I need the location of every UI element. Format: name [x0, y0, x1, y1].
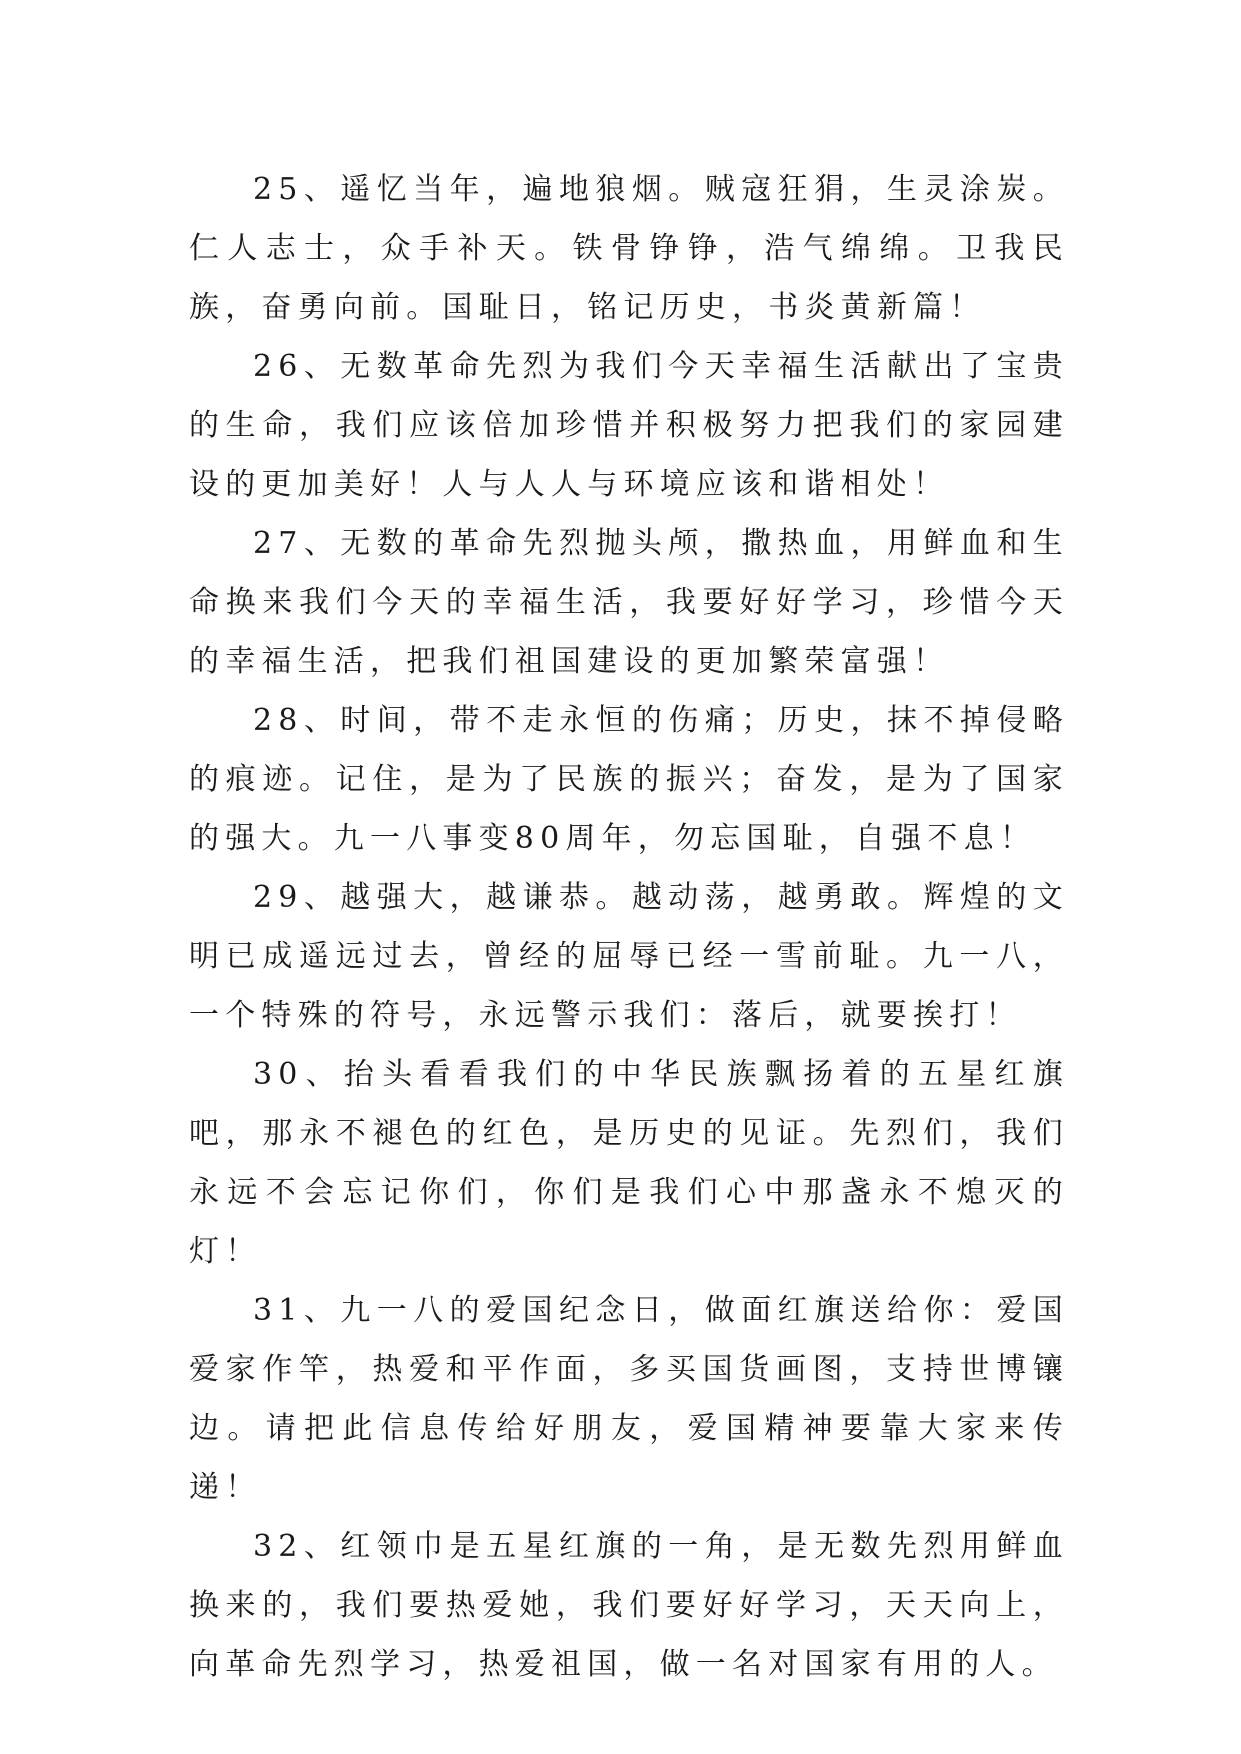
paragraph-27: 27、无数的革命先烈抛头颅，撒热血，用鲜血和生命换来我们今天的幸福生活，我要好好学习，珍惜今天的幸福生活，把我们祖国建设的更加繁荣富强！: [189, 526, 1069, 679]
document-body: [189, 160, 1069, 1694]
paragraph-29: 29、越强大，越谦恭。越动荡，越勇敢。辉煌的文明已成遥远过去，曾经的屈辱已经一雪前耻。九一八，一个特殊的符号，永远警示我们：落后，就要挨打！: [189, 880, 1069, 1033]
paragraph-28: 28、时间，带不走永恒的伤痛；历史，抹不掉侵略的痕迹。记住，是为了民族的振兴；奋发，是为了国家的强大。九一八事变80周年，勿忘国耻，自强不息！: [189, 703, 1069, 856]
paragraph-26: 26、无数革命先烈为我们今天幸福生活献出了宝贵的生命，我们应该倍加珍惜并积极努力把我们的家园建设的更加美好！人与人人与环境应该和谐相处！: [189, 349, 1069, 502]
paragraph-25: 25、遥忆当年，遍地狼烟。贼寇狂狷，生灵涂炭。仁人志士，众手补天。铁骨铮铮，浩气绵绵。卫我民族，奋勇向前。国耻日，铭记历史，书炎黄新篇！: [189, 172, 1069, 325]
paragraph-32: 32、红领巾是五星红旗的一角，是无数先烈用鲜血换来的，我们要热爱她，我们要好好学习，天天向上，向革命先烈学习，热爱祖国，做一名对国家有用的人。: [189, 1529, 1069, 1682]
paragraph-31: 31、九一八的爱国纪念日，做面红旗送给你：爱国爱家作竿，热爱和平作面，多买国货画图，支持世博镶边。请把此信息传给好朋友，爱国精神要靠大家来传递！: [189, 1293, 1069, 1505]
paragraph-30: 30、抬头看看我们的中华民族飘扬着的五星红旗吧，那永不褪色的红色，是历史的见证。先烈们，我们永远不会忘记你们，你们是我们心中那盏永不熄灭的灯！: [189, 1057, 1069, 1269]
